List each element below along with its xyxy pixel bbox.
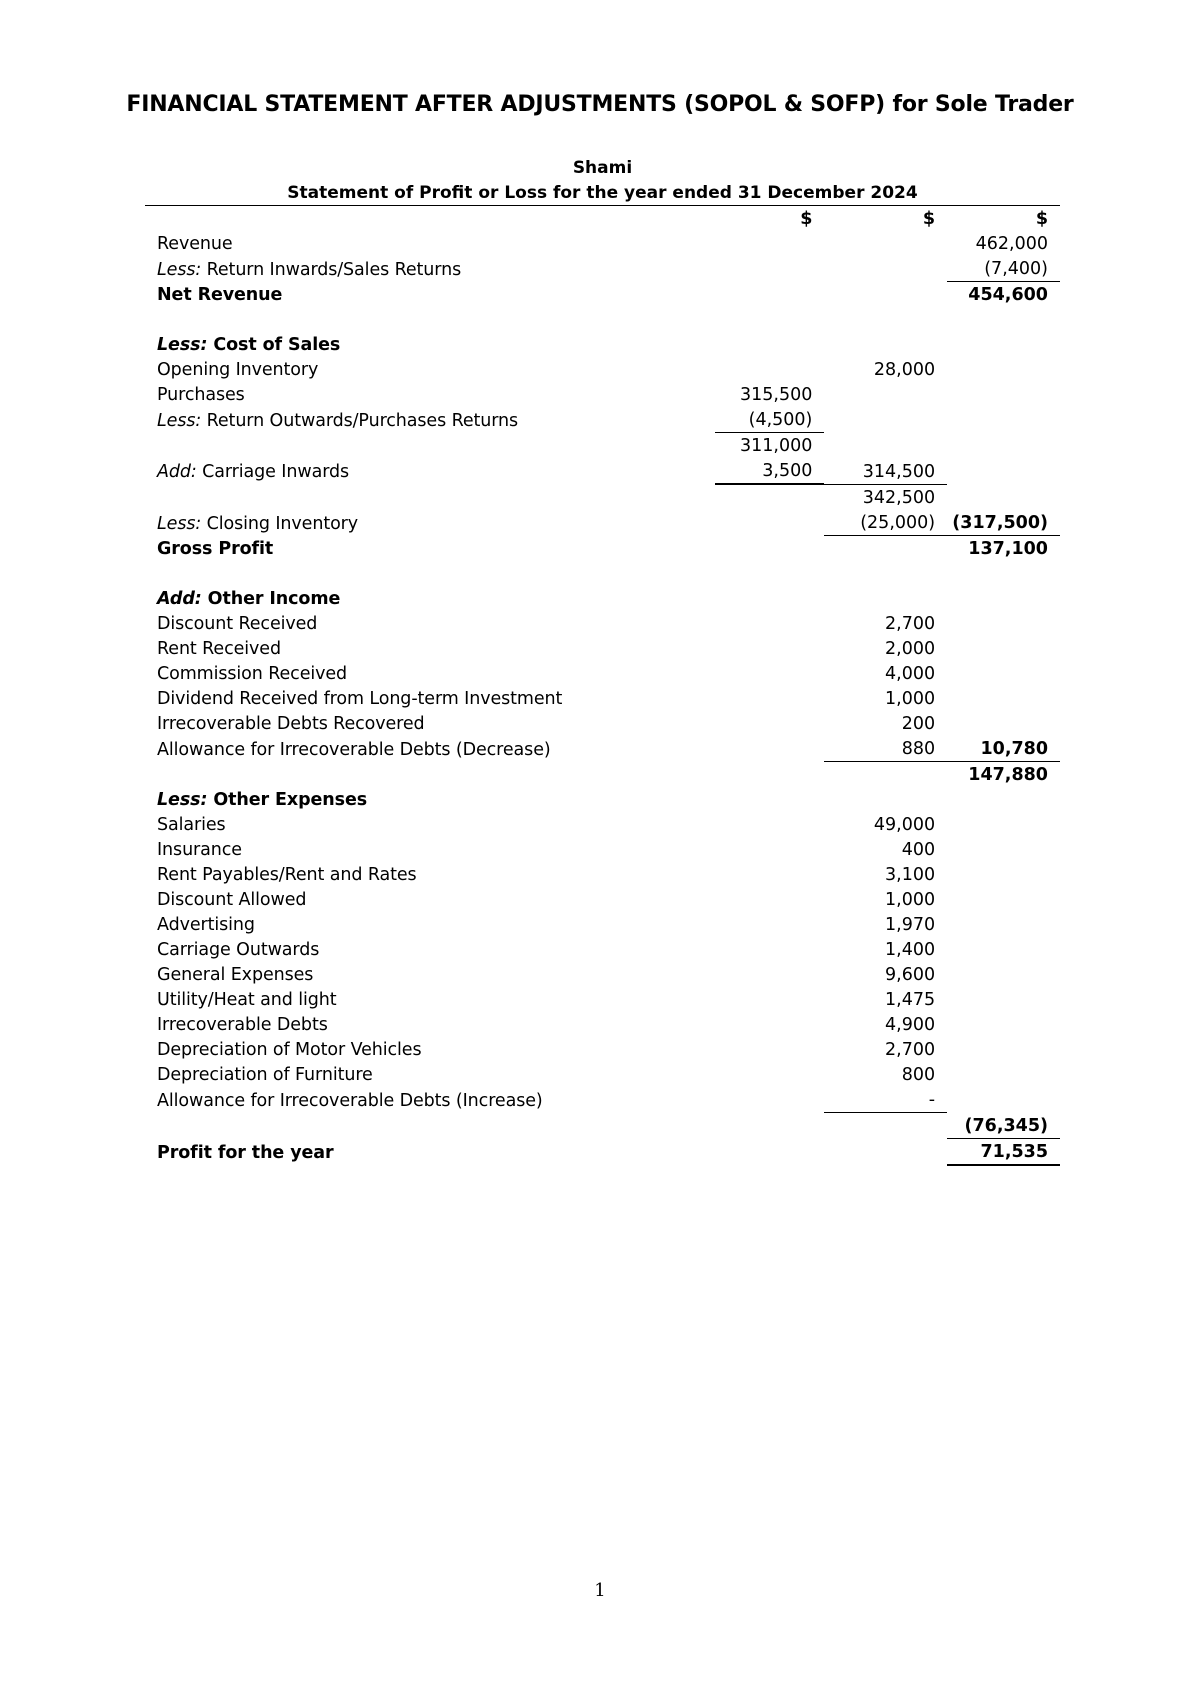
expense-label: Depreciation of Furniture xyxy=(157,1065,373,1085)
expense-label: Allowance for Irrecoverable Debts (Increase) xyxy=(157,1090,543,1111)
closing-inventory-value: (25,000) xyxy=(824,510,947,536)
carriage-inwards-value: 3,500 xyxy=(715,458,825,484)
income-row xyxy=(145,711,1060,736)
income-subtotal-value: 147,880 xyxy=(968,765,1048,785)
profit-row xyxy=(145,1138,1060,1165)
income-row xyxy=(145,661,1060,686)
expense-row xyxy=(145,1012,1060,1037)
currency-col3: $ xyxy=(1035,209,1048,229)
expense-row xyxy=(145,887,1060,912)
profit-value: 71,535 xyxy=(947,1138,1060,1165)
purchases-returns-prefix: Less: xyxy=(157,410,202,431)
expense-label: Rent Payables/Rent and Rates xyxy=(157,865,417,885)
revenue-value: 462,000 xyxy=(975,234,1048,254)
expense-row xyxy=(145,812,1060,837)
income-label: Commission Received xyxy=(157,664,348,684)
closing-inventory-row xyxy=(145,510,1060,536)
expense-label: Discount Allowed xyxy=(157,890,307,910)
document-title: FINANCIAL STATEMENT AFTER ADJUSTMENTS (SOPOL & SOFP) for Sole Trader xyxy=(126,92,1074,117)
income-label: Discount Received xyxy=(157,614,318,634)
other-income-heading: Other Income xyxy=(201,589,341,609)
expense-label: Utility/Heat and light xyxy=(157,990,337,1010)
revenue-label: Revenue xyxy=(157,234,233,254)
income-value: 200 xyxy=(901,714,936,734)
currency-col1: $ xyxy=(800,209,813,229)
cost-of-sales-total: (317,500) xyxy=(947,510,1060,536)
expense-value: 9,600 xyxy=(885,965,936,985)
income-label: Dividend Received from Long-term Investment xyxy=(157,689,563,709)
currency-header-row xyxy=(145,206,1060,231)
opening-inventory-value: 28,000 xyxy=(873,360,936,380)
other-expenses-heading-row xyxy=(145,787,1060,812)
other-expenses-prefix: Less: xyxy=(157,790,208,810)
other-income-heading-row xyxy=(145,586,1060,611)
expense-value: 1,400 xyxy=(885,940,936,960)
cost-of-sales-heading-row xyxy=(145,332,1060,357)
company-name: Shami xyxy=(572,158,633,178)
income-label: Irrecoverable Debts Recovered xyxy=(157,714,425,734)
statement-title: Statement of Profit or Loss for the year ended 31 December 2024 xyxy=(287,183,918,203)
purchases-label: Purchases xyxy=(157,385,245,405)
net-purchases-row xyxy=(145,433,1060,459)
sales-returns-label: Return Inwards/Sales Returns xyxy=(201,259,462,280)
gross-profit-value: 137,100 xyxy=(968,539,1048,559)
carriage-inwards-row xyxy=(145,458,1060,484)
expense-value: 3,100 xyxy=(885,865,936,885)
cost-of-sales-prefix: Less: xyxy=(157,335,208,355)
expense-value: 1,000 xyxy=(885,890,936,910)
sales-returns-value: (7,400) xyxy=(947,256,1060,282)
income-value: 880 xyxy=(824,736,947,762)
purchases-returns-row xyxy=(145,407,1060,433)
other-expenses-total: (76,345) xyxy=(947,1113,1060,1139)
other-income-total: 10,780 xyxy=(947,736,1060,762)
income-row xyxy=(145,611,1060,636)
revenue-row xyxy=(145,231,1060,256)
income-value: 2,700 xyxy=(885,614,936,634)
net-revenue-label: Net Revenue xyxy=(157,285,283,305)
income-row xyxy=(145,636,1060,661)
goods-available-row xyxy=(145,484,1060,510)
purchases-row xyxy=(145,382,1060,407)
cost-of-sales-heading: Cost of Sales xyxy=(207,335,341,355)
income-row xyxy=(145,736,1060,762)
expenses-total-row xyxy=(145,1113,1060,1139)
goods-available-value: 342,500 xyxy=(862,488,936,508)
expense-value: 49,000 xyxy=(873,815,936,835)
expense-row xyxy=(145,1087,1060,1113)
expense-label: General Expenses xyxy=(157,965,314,985)
expense-value: 1,970 xyxy=(885,915,936,935)
income-label: Rent Received xyxy=(157,639,281,659)
expense-label: Depreciation of Motor Vehicles xyxy=(157,1040,422,1060)
gross-profit-row xyxy=(145,536,1060,562)
expense-label: Advertising xyxy=(157,915,255,935)
expense-row xyxy=(145,1037,1060,1062)
purchases-returns-label: Return Outwards/Purchases Returns xyxy=(201,410,519,431)
expense-row xyxy=(145,912,1060,937)
page-number: 1 xyxy=(594,1580,606,1601)
expense-label: Carriage Outwards xyxy=(157,940,320,960)
income-value: 4,000 xyxy=(885,664,936,684)
expense-label: Irrecoverable Debts xyxy=(157,1015,328,1035)
expense-row xyxy=(145,862,1060,887)
expenses-total-rule xyxy=(824,1113,947,1139)
expense-value: - xyxy=(928,1090,936,1110)
carriage-inwards-prefix: Add: xyxy=(157,462,197,482)
sales-returns-prefix: Less: xyxy=(157,259,202,280)
closing-inventory-prefix: Less: xyxy=(157,513,202,534)
net-purchases-value: 311,000 xyxy=(740,436,813,456)
income-row xyxy=(145,686,1060,711)
purchases-value: 315,500 xyxy=(740,385,813,405)
expense-value: 400 xyxy=(901,840,936,860)
expense-row xyxy=(145,987,1060,1012)
expense-value: 1,475 xyxy=(885,990,936,1010)
expense-label: Insurance xyxy=(157,840,242,860)
closing-inventory-label: Closing Inventory xyxy=(201,513,359,534)
expense-value: 2,700 xyxy=(885,1040,936,1060)
expense-row xyxy=(145,837,1060,862)
sales-returns-row xyxy=(145,256,1060,282)
income-value: 2,000 xyxy=(885,639,936,659)
expense-value: 800 xyxy=(901,1065,936,1085)
opening-inventory-label: Opening Inventory xyxy=(157,360,319,380)
income-subtotal-row xyxy=(145,762,1060,788)
opening-inventory-row xyxy=(145,357,1060,382)
income-label: Allowance for Irrecoverable Debts (Decrease) xyxy=(157,739,551,760)
purchases-returns-value: (4,500) xyxy=(715,407,825,433)
net-revenue-row xyxy=(145,282,1060,308)
expense-value: 4,900 xyxy=(885,1015,936,1035)
carriage-inwards-label: Carriage Inwards xyxy=(196,462,350,482)
expense-label: Salaries xyxy=(157,815,226,835)
purchases-total-value: 314,500 xyxy=(824,458,947,484)
other-expenses-heading: Other Expenses xyxy=(207,790,368,810)
gross-profit-label: Gross Profit xyxy=(157,539,274,559)
expense-row xyxy=(145,937,1060,962)
other-income-prefix: Add: xyxy=(157,589,202,609)
currency-col2: $ xyxy=(922,209,936,229)
income-value: 1,000 xyxy=(885,689,936,709)
expense-row xyxy=(145,1062,1060,1087)
net-revenue-value: 454,600 xyxy=(968,285,1048,305)
profit-label: Profit for the year xyxy=(157,1142,334,1163)
profit-or-loss-table xyxy=(145,206,1060,1166)
expense-row xyxy=(145,962,1060,987)
